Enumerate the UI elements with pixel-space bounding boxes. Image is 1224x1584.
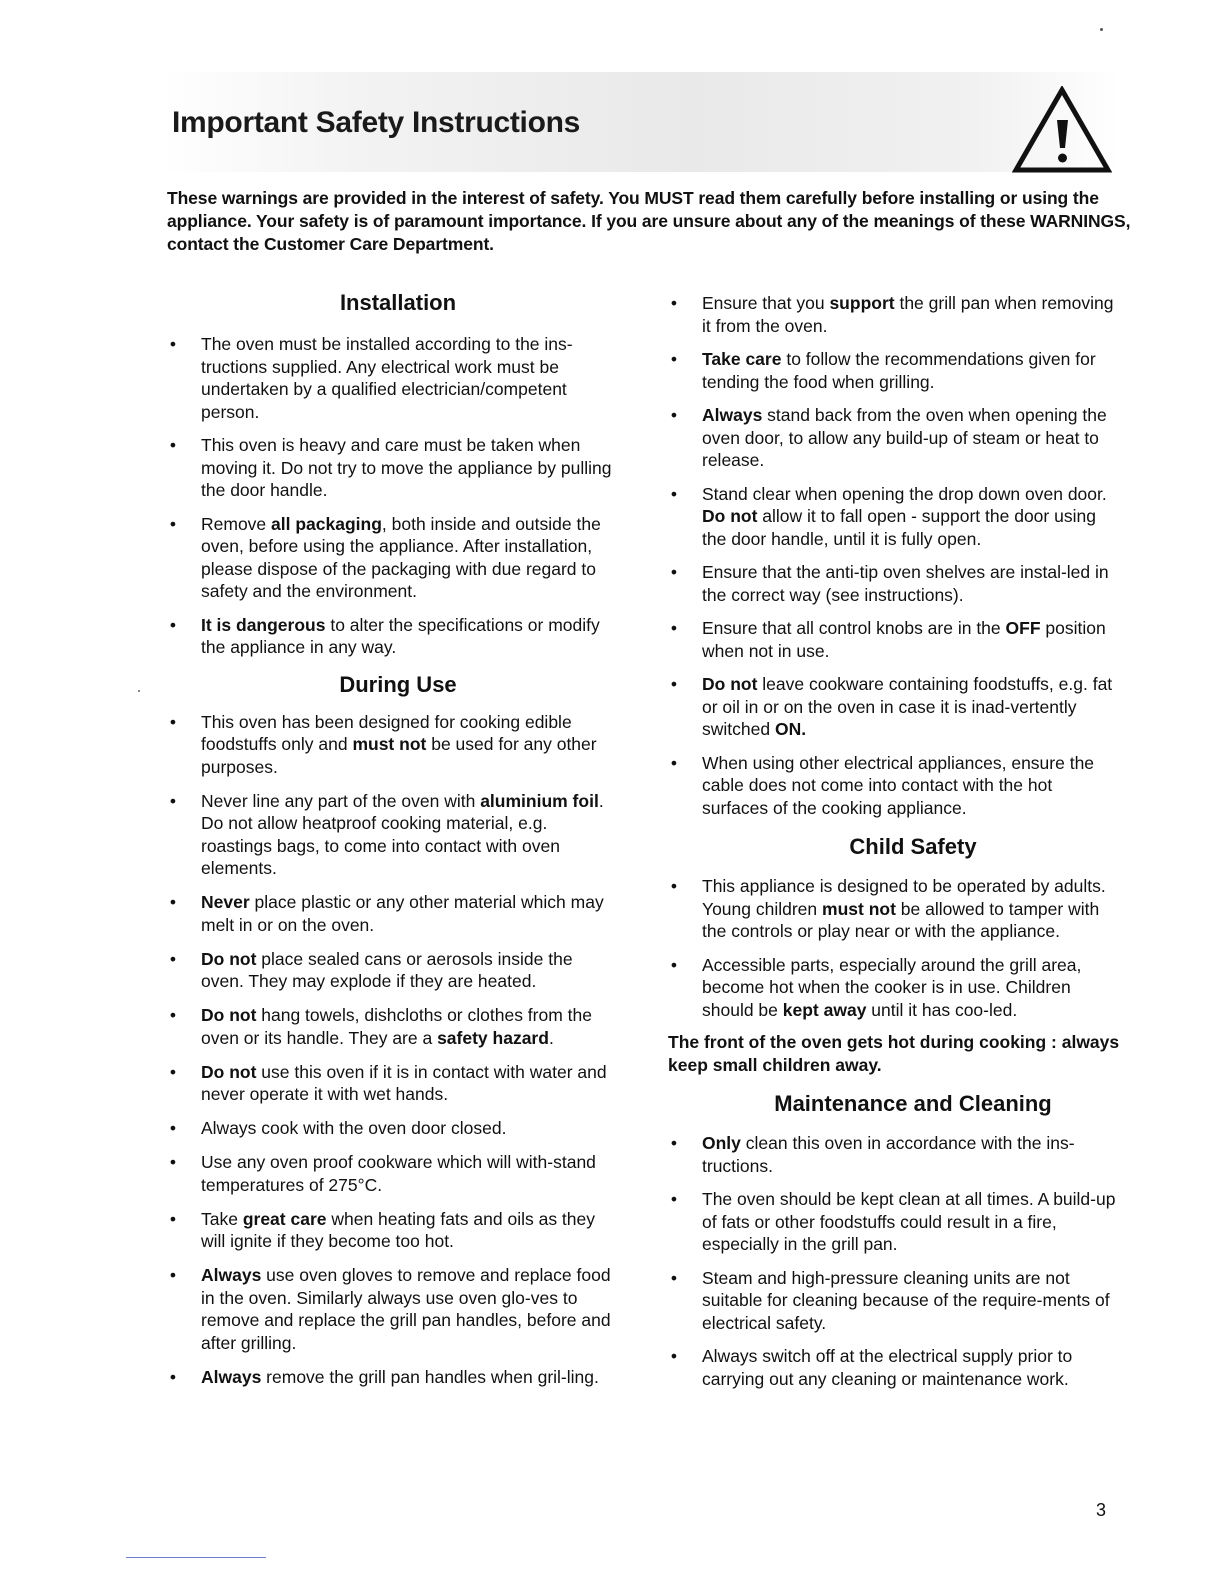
- item-text: the grill pan when removing it from the oven.: [702, 293, 1114, 336]
- emphasis-text: Take care: [702, 349, 782, 369]
- bullet-icon: •: [169, 1061, 177, 1082]
- list-item: [167, 1151, 619, 1196]
- item-text: Use any oven proof cookware which will with-stand temperatures of 275°C.: [201, 1152, 596, 1195]
- bullet-icon: •: [169, 1118, 177, 1138]
- intro-warning: These warnings are provided in the interest of safety. You MUST read them carefully before installing or using the appliance. Your safety is of paramount importance. If you are unsure about any of the meanings of these WARNINGS, contact the Customer Care Department.: [167, 188, 1131, 254]
- bullet-icon: •: [670, 1189, 678, 1209]
- bullet-icon: •: [670, 674, 678, 694]
- emphasis-text: great care: [242, 1208, 327, 1229]
- bullet-icon: •: [670, 752, 678, 773]
- item-text: be used for any other purposes.: [201, 734, 597, 777]
- emphasis-text: aluminium foil: [480, 790, 599, 811]
- item-text: The oven must be installed according to the ins-tructions supplied. Any electrical work must be undertaken by a qualified electrician/competent person.: [201, 334, 573, 422]
- emphasis-text: Never: [201, 892, 250, 912]
- item-text: when heating fats and oils as they will ignite if they become too hot.: [201, 1208, 596, 1251]
- emphasis-text: Do not: [702, 506, 758, 526]
- during-use-list: [167, 711, 619, 1389]
- bullet-icon: •: [670, 618, 678, 638]
- item-text: This appliance is designed to be operated by adults. Young children: [702, 876, 1106, 919]
- emphasis-text: support: [829, 293, 895, 313]
- maintenance-heading: Maintenance and Cleaning: [774, 1091, 1052, 1116]
- bullet-icon: •: [169, 1366, 177, 1387]
- item-text: to follow the recommendations given for tending the food when grilling.: [702, 349, 1096, 392]
- list-item: [167, 513, 619, 603]
- item-text: This oven is heavy and care must be taken when moving it. Do not try to move the appliance by pulling the door handle.: [201, 435, 612, 500]
- list-item: [167, 948, 619, 993]
- list-item: [167, 1366, 619, 1389]
- item-text: position when not in use.: [702, 618, 1106, 661]
- bullet-icon: •: [169, 513, 177, 534]
- list-item: [167, 333, 619, 423]
- list-item: [668, 483, 1120, 551]
- footer-rule: [126, 1557, 266, 1558]
- item-text: stand back from the oven when opening the oven door, to allow any build-up of steam or heat to release.: [702, 405, 1107, 470]
- item-text: use oven gloves to remove and replace food in the oven. Similarly always use oven glo-ves to remove and replace the grill pan handles, before and after grilling.: [201, 1265, 611, 1353]
- child-safety-heading: Child Safety: [849, 834, 977, 859]
- during-use-continued-list: [668, 292, 1120, 819]
- emphasis-text: ON.: [774, 719, 807, 739]
- emphasis-text: Always: [201, 1265, 262, 1285]
- bullet-icon: •: [670, 293, 678, 313]
- bullet-icon: •: [169, 1005, 177, 1025]
- list-item: [668, 348, 1120, 393]
- bullet-icon: •: [670, 1346, 678, 1366]
- maintenance-list: [668, 1132, 1120, 1390]
- emphasis-text: OFF: [1005, 618, 1041, 638]
- scan-speck: [138, 690, 140, 692]
- scan-speck: [1100, 28, 1103, 31]
- list-item: [668, 1132, 1120, 1177]
- item-text: . Do not allow heatproof cooking material, e.g. roastings bags, to come into contact with oven elements.: [201, 790, 604, 878]
- bullet-icon: •: [169, 948, 177, 969]
- item-text: until it has coo-led.: [866, 999, 1018, 1020]
- list-item: [668, 875, 1120, 943]
- emphasis-text: Only: [702, 1133, 741, 1153]
- bullet-icon: •: [169, 1208, 177, 1229]
- item-text: , both inside and outside the oven, before using the appliance. After installation, please dispose of the packaging with due regard to safety and the environment.: [201, 513, 601, 601]
- item-text: Remove: [201, 513, 272, 534]
- list-item: [167, 790, 619, 880]
- bullet-icon: •: [670, 405, 678, 425]
- bullet-icon: •: [670, 562, 678, 582]
- list-item: [668, 1267, 1120, 1335]
- item-text: Always switch off at the electrical supply prior to carrying out any cleaning or maintenance work.: [702, 1346, 1073, 1389]
- bullet-icon: •: [169, 1152, 177, 1172]
- list-item: [668, 617, 1120, 662]
- list-item: [668, 752, 1120, 820]
- list-item: [167, 1061, 619, 1106]
- installation-list: [167, 333, 619, 659]
- bullet-icon: •: [169, 334, 177, 354]
- bullet-icon: •: [670, 1267, 678, 1288]
- item-text: place sealed cans or aerosols inside the oven. They may explode if they are heated.: [201, 948, 573, 991]
- list-item: [668, 292, 1120, 337]
- emphasis-text: Always: [702, 405, 763, 425]
- installation-heading: Installation: [339, 290, 457, 315]
- item-text: Ensure that the anti-tip oven shelves are instal-led in the correct way (see instructions).: [702, 562, 1109, 605]
- page-number: 3: [1096, 1500, 1107, 1520]
- item-text: hang towels, dishcloths or clothes from the oven or its handle. They are a: [201, 1005, 592, 1048]
- bullet-icon: •: [670, 876, 678, 896]
- item-text: be allowed to tamper with the controls or play near or with the appliance.: [702, 898, 1100, 941]
- child-safety-section: [668, 832, 1120, 1076]
- item-text: Take: [201, 1208, 243, 1229]
- item-text: clean this oven in accordance with the ins-tructions.: [702, 1133, 1075, 1176]
- item-text: .: [548, 1027, 554, 1048]
- list-item: [167, 614, 619, 659]
- item-text: The oven should be kept clean at all times. A build-up of fats or other foodstuffs could result in a fire, especially in the grill pan.: [702, 1189, 1116, 1254]
- list-item: [167, 434, 619, 502]
- list-item: [668, 1345, 1120, 1390]
- list-item: [167, 1004, 619, 1049]
- bullet-icon: •: [169, 711, 177, 732]
- during-use-heading: During Use: [339, 671, 457, 697]
- emphasis-text: kept away: [782, 999, 867, 1020]
- warning-triangle-icon: [1012, 86, 1112, 174]
- bullet-icon: •: [169, 1265, 177, 1285]
- list-item: [668, 673, 1120, 741]
- emphasis-text: It is dangerous: [201, 614, 326, 635]
- emphasis-text: Always: [201, 1366, 262, 1387]
- item-text: use this oven if it is in contact with water and never operate it with wet hands.: [201, 1061, 607, 1104]
- list-item: [668, 954, 1120, 1022]
- emphasis-text: Do not: [201, 1061, 257, 1082]
- item-text: remove the grill pan handles when gril-ling.: [261, 1366, 599, 1387]
- maintenance-section: [668, 1089, 1120, 1390]
- item-text: leave cookware containing foodstuffs, e.g. fat or oil in or on the oven in case it is inad-vertently switched: [702, 674, 1113, 739]
- bullet-icon: •: [670, 954, 678, 975]
- item-text: Stand clear when opening the drop down oven door.: [702, 483, 1107, 504]
- bullet-icon: •: [670, 1133, 678, 1153]
- item-text: This oven has been designed for cooking edible foodstuffs only and: [201, 711, 572, 754]
- child-safety-list: [668, 875, 1120, 1021]
- item-text: When using other electrical appliances, ensure the cable does not come into contact with the hot surfaces of the cooking appliance.: [702, 752, 1095, 818]
- list-item: [167, 1117, 619, 1140]
- emphasis-text: must not: [352, 734, 427, 754]
- bullet-icon: •: [169, 435, 177, 455]
- emphasis-text: safety hazard: [437, 1027, 549, 1048]
- emphasis-text: all packaging: [271, 513, 382, 534]
- emphasis-text: Do not: [201, 1005, 257, 1025]
- bullet-icon: •: [169, 790, 177, 811]
- bullet-icon: •: [169, 614, 177, 635]
- item-text: Never line any part of the oven with: [201, 790, 481, 811]
- emphasis-text: Do not: [702, 674, 758, 694]
- page-title: Important Safety Instructions: [172, 106, 581, 139]
- right-column: [668, 288, 1120, 1390]
- bullet-icon: •: [670, 349, 678, 369]
- item-text: Ensure that you: [702, 293, 830, 313]
- list-item: [668, 561, 1120, 606]
- list-item: [167, 1208, 619, 1253]
- emphasis-text: must not: [822, 898, 896, 919]
- left-column: [167, 288, 619, 1388]
- item-text: Always cook with the oven door closed.: [201, 1118, 507, 1138]
- item-text: to alter the specifications or modify the appliance in any way.: [201, 614, 600, 657]
- list-item: [668, 404, 1120, 472]
- list-item: [167, 891, 619, 936]
- list-item: [668, 1188, 1120, 1256]
- list-item: [167, 711, 619, 779]
- bullet-icon: •: [670, 483, 678, 504]
- child-safety-note: The front of the oven gets hot during cooking : always keep small children away.: [668, 1032, 1120, 1075]
- item-text: place plastic or any other material which may melt in or on the oven.: [201, 892, 604, 935]
- installation-section: [167, 288, 619, 659]
- emphasis-text: Do not: [201, 948, 257, 969]
- item-text: Ensure that all control knobs are in the: [702, 618, 1006, 638]
- item-text: allow it to fall open - support the door using the door handle, until it is fully open.: [702, 506, 1096, 549]
- item-text: Steam and high-pressure cleaning units are not suitable for cleaning because of the require-ments of electrical safety.: [702, 1267, 1110, 1333]
- during-use-section: [167, 670, 619, 1389]
- item-text: Accessible parts, especially around the grill area, become hot when the cooker is in use. Children should be: [702, 954, 1082, 1020]
- list-item: [167, 1264, 619, 1354]
- bullet-icon: •: [169, 892, 177, 912]
